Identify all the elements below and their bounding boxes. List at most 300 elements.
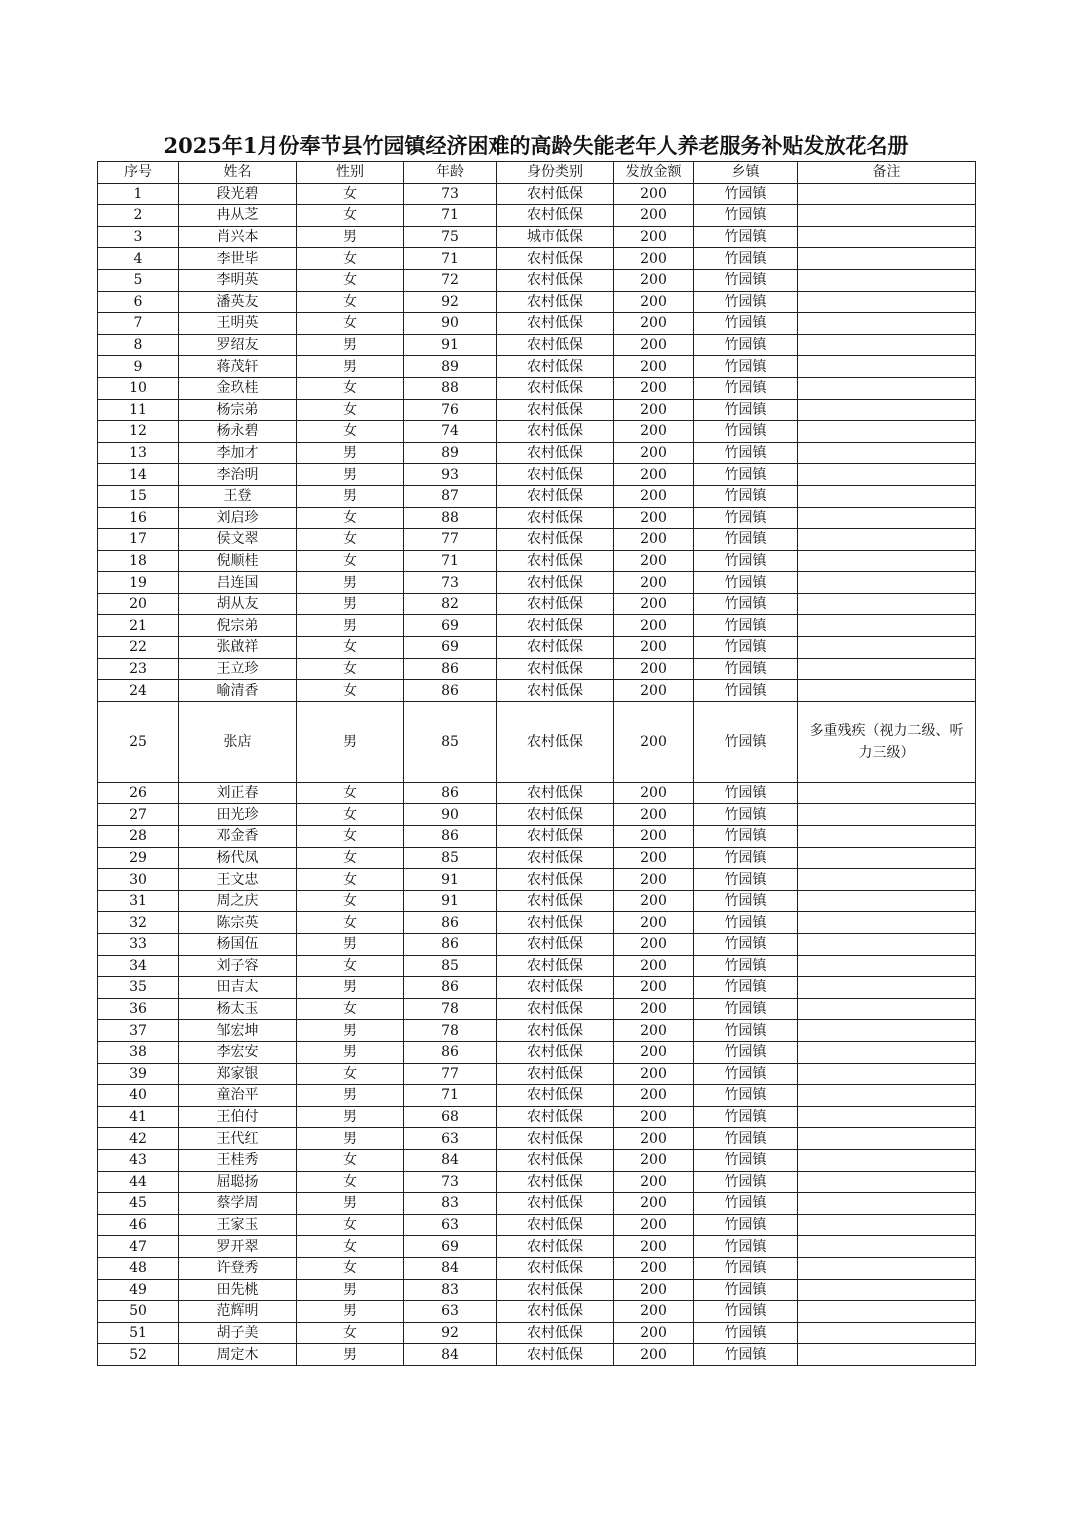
gender-cell: 女 [297, 847, 404, 869]
table-row [98, 1322, 976, 1344]
age-cell: 71 [404, 248, 497, 270]
gender-cell: 男 [297, 356, 404, 378]
index-cell: 18 [98, 550, 179, 572]
remarks-cell [798, 847, 976, 869]
index-cell: 8 [98, 334, 179, 356]
township-cell: 竹园镇 [694, 1171, 798, 1193]
table-row [98, 593, 976, 615]
roster-body [98, 183, 976, 1365]
table-row [98, 248, 976, 270]
amount-cell: 200 [614, 637, 694, 659]
table-row [98, 334, 976, 356]
category-cell: 农村低保 [497, 1236, 614, 1258]
name-cell: 罗绍友 [179, 334, 297, 356]
gender-cell: 女 [297, 869, 404, 891]
remarks-cell [798, 615, 976, 637]
name-cell: 王文忠 [179, 869, 297, 891]
township-cell: 竹园镇 [694, 1193, 798, 1215]
amount-cell: 200 [614, 442, 694, 464]
index-cell: 29 [98, 847, 179, 869]
table-row [98, 1085, 976, 1107]
name-cell: 胡从友 [179, 593, 297, 615]
remarks-cell [798, 572, 976, 594]
township-cell: 竹园镇 [694, 1020, 798, 1042]
category-cell: 农村低保 [497, 934, 614, 956]
age-cell: 86 [404, 977, 497, 999]
category-cell: 农村低保 [497, 377, 614, 399]
table-row [98, 529, 976, 551]
table-row [98, 1149, 976, 1171]
gender-cell: 女 [297, 291, 404, 313]
remarks-cell [798, 1301, 976, 1323]
name-cell: 王伯付 [179, 1106, 297, 1128]
name-cell: 陈宗英 [179, 912, 297, 934]
index-cell: 22 [98, 637, 179, 659]
age-cell: 71 [404, 550, 497, 572]
table-row [98, 399, 976, 421]
gender-cell: 女 [297, 658, 404, 680]
category-cell: 农村低保 [497, 291, 614, 313]
age-cell: 63 [404, 1301, 497, 1323]
index-cell: 37 [98, 1020, 179, 1042]
name-cell: 刘正春 [179, 782, 297, 804]
gender-cell: 女 [297, 1236, 404, 1258]
name-cell: 杨国伍 [179, 934, 297, 956]
amount-cell: 200 [614, 1171, 694, 1193]
amount-cell: 200 [614, 529, 694, 551]
township-cell: 竹园镇 [694, 1322, 798, 1344]
category-cell: 农村低保 [497, 464, 614, 486]
township-cell: 竹园镇 [694, 485, 798, 507]
name-cell: 周定木 [179, 1344, 297, 1366]
remarks-cell [798, 1279, 976, 1301]
remarks-cell [798, 890, 976, 912]
index-cell: 27 [98, 804, 179, 826]
table-row [98, 658, 976, 680]
amount-cell: 200 [614, 1322, 694, 1344]
township-cell: 竹园镇 [694, 399, 798, 421]
name-cell: 李治明 [179, 464, 297, 486]
index-cell: 15 [98, 485, 179, 507]
gender-cell: 男 [297, 1020, 404, 1042]
amount-cell: 200 [614, 847, 694, 869]
category-cell: 农村低保 [497, 183, 614, 205]
index-cell: 2 [98, 205, 179, 227]
name-cell: 张店 [179, 701, 297, 782]
amount-cell: 200 [614, 869, 694, 891]
age-cell: 89 [404, 356, 497, 378]
index-cell: 23 [98, 658, 179, 680]
age-cell: 85 [404, 701, 497, 782]
gender-cell: 男 [297, 593, 404, 615]
category-cell: 农村低保 [497, 804, 614, 826]
age-cell: 86 [404, 658, 497, 680]
name-cell: 冉从芝 [179, 205, 297, 227]
amount-cell: 200 [614, 1279, 694, 1301]
page-title: 2025年1月份奉节县竹园镇经济困难的高龄失能老年人养老服务补贴发放花名册 [163, 133, 909, 158]
category-cell: 农村低保 [497, 313, 614, 335]
township-cell: 竹园镇 [694, 593, 798, 615]
remarks-cell [798, 183, 976, 205]
age-cell: 69 [404, 1236, 497, 1258]
age-cell: 91 [404, 869, 497, 891]
category-cell: 农村低保 [497, 1063, 614, 1085]
amount-cell: 200 [614, 421, 694, 443]
remarks-cell [798, 529, 976, 551]
index-cell: 16 [98, 507, 179, 529]
gender-cell: 男 [297, 1128, 404, 1150]
age-cell: 92 [404, 1322, 497, 1344]
remarks-cell [798, 226, 976, 248]
category-cell: 农村低保 [497, 1301, 614, 1323]
amount-cell: 200 [614, 248, 694, 270]
table-row [98, 442, 976, 464]
township-cell: 竹园镇 [694, 1085, 798, 1107]
remarks-cell [798, 869, 976, 891]
table-row [98, 615, 976, 637]
age-cell: 83 [404, 1193, 497, 1215]
name-cell: 李世毕 [179, 248, 297, 270]
table-row [98, 701, 976, 782]
township-cell: 竹园镇 [694, 205, 798, 227]
age-cell: 63 [404, 1128, 497, 1150]
age-cell: 74 [404, 421, 497, 443]
category-cell: 农村低保 [497, 485, 614, 507]
name-cell: 杨永碧 [179, 421, 297, 443]
gender-cell: 女 [297, 269, 404, 291]
name-cell: 邓金香 [179, 826, 297, 848]
amount-cell: 200 [614, 226, 694, 248]
remarks-cell [798, 1106, 976, 1128]
gender-cell: 女 [297, 1322, 404, 1344]
gender-cell: 男 [297, 977, 404, 999]
index-cell: 21 [98, 615, 179, 637]
category-cell: 农村低保 [497, 890, 614, 912]
header-gender: 性别 [297, 162, 404, 184]
table-row [98, 356, 976, 378]
gender-cell: 女 [297, 399, 404, 421]
age-cell: 72 [404, 269, 497, 291]
index-cell: 41 [98, 1106, 179, 1128]
table-row [98, 291, 976, 313]
table-row [98, 782, 976, 804]
index-cell: 10 [98, 377, 179, 399]
amount-cell: 200 [614, 658, 694, 680]
township-cell: 竹园镇 [694, 1106, 798, 1128]
amount-cell: 200 [614, 977, 694, 999]
age-cell: 75 [404, 226, 497, 248]
township-cell: 竹园镇 [694, 955, 798, 977]
gender-cell: 男 [297, 226, 404, 248]
gender-cell: 女 [297, 955, 404, 977]
name-cell: 王代红 [179, 1128, 297, 1150]
name-cell: 李加才 [179, 442, 297, 464]
township-cell: 竹园镇 [694, 248, 798, 270]
name-cell: 胡子美 [179, 1322, 297, 1344]
gender-cell: 女 [297, 313, 404, 335]
table-row [98, 977, 976, 999]
remarks-cell [798, 1149, 976, 1171]
table-row [98, 890, 976, 912]
remarks-cell [798, 680, 976, 702]
category-cell: 农村低保 [497, 1193, 614, 1215]
gender-cell: 男 [297, 1279, 404, 1301]
age-cell: 91 [404, 890, 497, 912]
gender-cell: 男 [297, 615, 404, 637]
remarks-cell [798, 934, 976, 956]
index-cell: 40 [98, 1085, 179, 1107]
age-cell: 63 [404, 1214, 497, 1236]
category-cell: 农村低保 [497, 1171, 614, 1193]
amount-cell: 200 [614, 356, 694, 378]
gender-cell: 男 [297, 934, 404, 956]
header-index: 序号 [98, 162, 179, 184]
category-cell: 城市低保 [497, 226, 614, 248]
township-cell: 竹园镇 [694, 1301, 798, 1323]
age-cell: 71 [404, 1085, 497, 1107]
remarks-cell [798, 334, 976, 356]
age-cell: 85 [404, 955, 497, 977]
table-row [98, 313, 976, 335]
township-cell: 竹园镇 [694, 572, 798, 594]
remarks-cell [798, 399, 976, 421]
amount-cell: 200 [614, 1063, 694, 1085]
category-cell: 农村低保 [497, 955, 614, 977]
gender-cell: 女 [297, 998, 404, 1020]
gender-cell: 男 [297, 442, 404, 464]
township-cell: 竹园镇 [694, 1344, 798, 1366]
table-row [98, 955, 976, 977]
index-cell: 49 [98, 1279, 179, 1301]
gender-cell: 男 [297, 1193, 404, 1215]
table-row [98, 1301, 976, 1323]
amount-cell: 200 [614, 550, 694, 572]
gender-cell: 女 [297, 421, 404, 443]
remarks-cell [798, 826, 976, 848]
table-row [98, 1063, 976, 1085]
table-row [98, 507, 976, 529]
township-cell: 竹园镇 [694, 550, 798, 572]
index-cell: 9 [98, 356, 179, 378]
category-cell: 农村低保 [497, 680, 614, 702]
index-cell: 24 [98, 680, 179, 702]
remarks-cell [798, 804, 976, 826]
township-cell: 竹园镇 [694, 1279, 798, 1301]
name-cell: 段光碧 [179, 183, 297, 205]
remarks-cell [798, 1236, 976, 1258]
amount-cell: 200 [614, 1085, 694, 1107]
township-cell: 竹园镇 [694, 826, 798, 848]
township-cell: 竹园镇 [694, 701, 798, 782]
gender-cell: 男 [297, 572, 404, 594]
name-cell: 杨代凤 [179, 847, 297, 869]
name-cell: 邹宏坤 [179, 1020, 297, 1042]
gender-cell: 男 [297, 334, 404, 356]
amount-cell: 200 [614, 572, 694, 594]
age-cell: 83 [404, 1279, 497, 1301]
table-row [98, 226, 976, 248]
age-cell: 85 [404, 847, 497, 869]
remarks-cell [798, 507, 976, 529]
age-cell: 86 [404, 782, 497, 804]
township-cell: 竹园镇 [694, 680, 798, 702]
age-cell: 86 [404, 826, 497, 848]
header-township: 乡镇 [694, 162, 798, 184]
index-cell: 7 [98, 313, 179, 335]
remarks-cell [798, 977, 976, 999]
amount-cell: 200 [614, 334, 694, 356]
township-cell: 竹园镇 [694, 1063, 798, 1085]
category-cell: 农村低保 [497, 1214, 614, 1236]
age-cell: 88 [404, 377, 497, 399]
amount-cell: 200 [614, 701, 694, 782]
category-cell: 农村低保 [497, 334, 614, 356]
category-cell: 农村低保 [497, 1128, 614, 1150]
index-cell: 26 [98, 782, 179, 804]
category-cell: 农村低保 [497, 998, 614, 1020]
category-cell: 农村低保 [497, 1149, 614, 1171]
remarks-cell [798, 1020, 976, 1042]
township-cell: 竹园镇 [694, 890, 798, 912]
category-cell: 农村低保 [497, 1344, 614, 1366]
gender-cell: 女 [297, 205, 404, 227]
amount-cell: 200 [614, 1149, 694, 1171]
table-row [98, 1171, 976, 1193]
index-cell: 34 [98, 955, 179, 977]
age-cell: 71 [404, 205, 497, 227]
amount-cell: 200 [614, 890, 694, 912]
remarks-cell [798, 550, 976, 572]
name-cell: 郑家银 [179, 1063, 297, 1085]
age-cell: 77 [404, 1063, 497, 1085]
age-cell: 86 [404, 680, 497, 702]
amount-cell: 200 [614, 377, 694, 399]
header-remarks: 备注 [798, 162, 976, 184]
gender-cell: 女 [297, 912, 404, 934]
index-cell: 12 [98, 421, 179, 443]
township-cell: 竹园镇 [694, 442, 798, 464]
amount-cell: 200 [614, 955, 694, 977]
name-cell: 王登 [179, 485, 297, 507]
index-cell: 36 [98, 998, 179, 1020]
remarks-cell: 多重残疾（视力二级、听力三级） [798, 701, 976, 782]
index-cell: 1 [98, 183, 179, 205]
remarks-cell [798, 912, 976, 934]
gender-cell: 女 [297, 550, 404, 572]
gender-cell: 女 [297, 1257, 404, 1279]
age-cell: 88 [404, 507, 497, 529]
index-cell: 51 [98, 1322, 179, 1344]
table-row [98, 572, 976, 594]
remarks-cell [798, 442, 976, 464]
table-row [98, 269, 976, 291]
amount-cell: 200 [614, 826, 694, 848]
age-cell: 69 [404, 637, 497, 659]
township-cell: 竹园镇 [694, 507, 798, 529]
township-cell: 竹园镇 [694, 998, 798, 1020]
amount-cell: 200 [614, 615, 694, 637]
index-cell: 5 [98, 269, 179, 291]
table-row [98, 826, 976, 848]
remarks-cell [798, 593, 976, 615]
header-category: 身份类别 [497, 162, 614, 184]
gender-cell: 女 [297, 1063, 404, 1085]
gender-cell: 女 [297, 826, 404, 848]
category-cell: 农村低保 [497, 421, 614, 443]
gender-cell: 女 [297, 1149, 404, 1171]
age-cell: 93 [404, 464, 497, 486]
amount-cell: 200 [614, 1128, 694, 1150]
age-cell: 82 [404, 593, 497, 615]
index-cell: 17 [98, 529, 179, 551]
category-cell: 农村低保 [497, 356, 614, 378]
name-cell: 李明英 [179, 269, 297, 291]
category-cell: 农村低保 [497, 1322, 614, 1344]
table-row [98, 1214, 976, 1236]
township-cell: 竹园镇 [694, 421, 798, 443]
index-cell: 11 [98, 399, 179, 421]
township-cell: 竹园镇 [694, 1214, 798, 1236]
gender-cell: 女 [297, 529, 404, 551]
name-cell: 王桂秀 [179, 1149, 297, 1171]
category-cell: 农村低保 [497, 269, 614, 291]
gender-cell: 女 [297, 248, 404, 270]
table-row [98, 421, 976, 443]
township-cell: 竹园镇 [694, 1128, 798, 1150]
name-cell: 侯文翠 [179, 529, 297, 551]
remarks-cell [798, 356, 976, 378]
name-cell: 田吉太 [179, 977, 297, 999]
township-cell: 竹园镇 [694, 658, 798, 680]
category-cell: 农村低保 [497, 529, 614, 551]
index-cell: 42 [98, 1128, 179, 1150]
gender-cell: 男 [297, 1041, 404, 1063]
table-row [98, 1020, 976, 1042]
age-cell: 68 [404, 1106, 497, 1128]
township-cell: 竹园镇 [694, 615, 798, 637]
amount-cell: 200 [614, 934, 694, 956]
category-cell: 农村低保 [497, 442, 614, 464]
gender-cell: 女 [297, 637, 404, 659]
name-cell: 李宏安 [179, 1041, 297, 1063]
age-cell: 84 [404, 1344, 497, 1366]
remarks-cell [798, 1214, 976, 1236]
age-cell: 77 [404, 529, 497, 551]
township-cell: 竹园镇 [694, 377, 798, 399]
category-cell: 农村低保 [497, 550, 614, 572]
remarks-cell [798, 955, 976, 977]
name-cell: 王家玉 [179, 1214, 297, 1236]
township-cell: 竹园镇 [694, 804, 798, 826]
index-cell: 25 [98, 701, 179, 782]
remarks-cell [798, 1344, 976, 1366]
township-cell: 竹园镇 [694, 782, 798, 804]
remarks-cell [798, 291, 976, 313]
township-cell: 竹园镇 [694, 912, 798, 934]
index-cell: 28 [98, 826, 179, 848]
amount-cell: 200 [614, 1193, 694, 1215]
name-cell: 范辉明 [179, 1301, 297, 1323]
name-cell: 倪顺桂 [179, 550, 297, 572]
index-cell: 47 [98, 1236, 179, 1258]
amount-cell: 200 [614, 593, 694, 615]
township-cell: 竹园镇 [694, 847, 798, 869]
remarks-cell [798, 485, 976, 507]
remarks-cell [798, 998, 976, 1020]
gender-cell: 女 [297, 890, 404, 912]
category-cell: 农村低保 [497, 826, 614, 848]
index-cell: 4 [98, 248, 179, 270]
